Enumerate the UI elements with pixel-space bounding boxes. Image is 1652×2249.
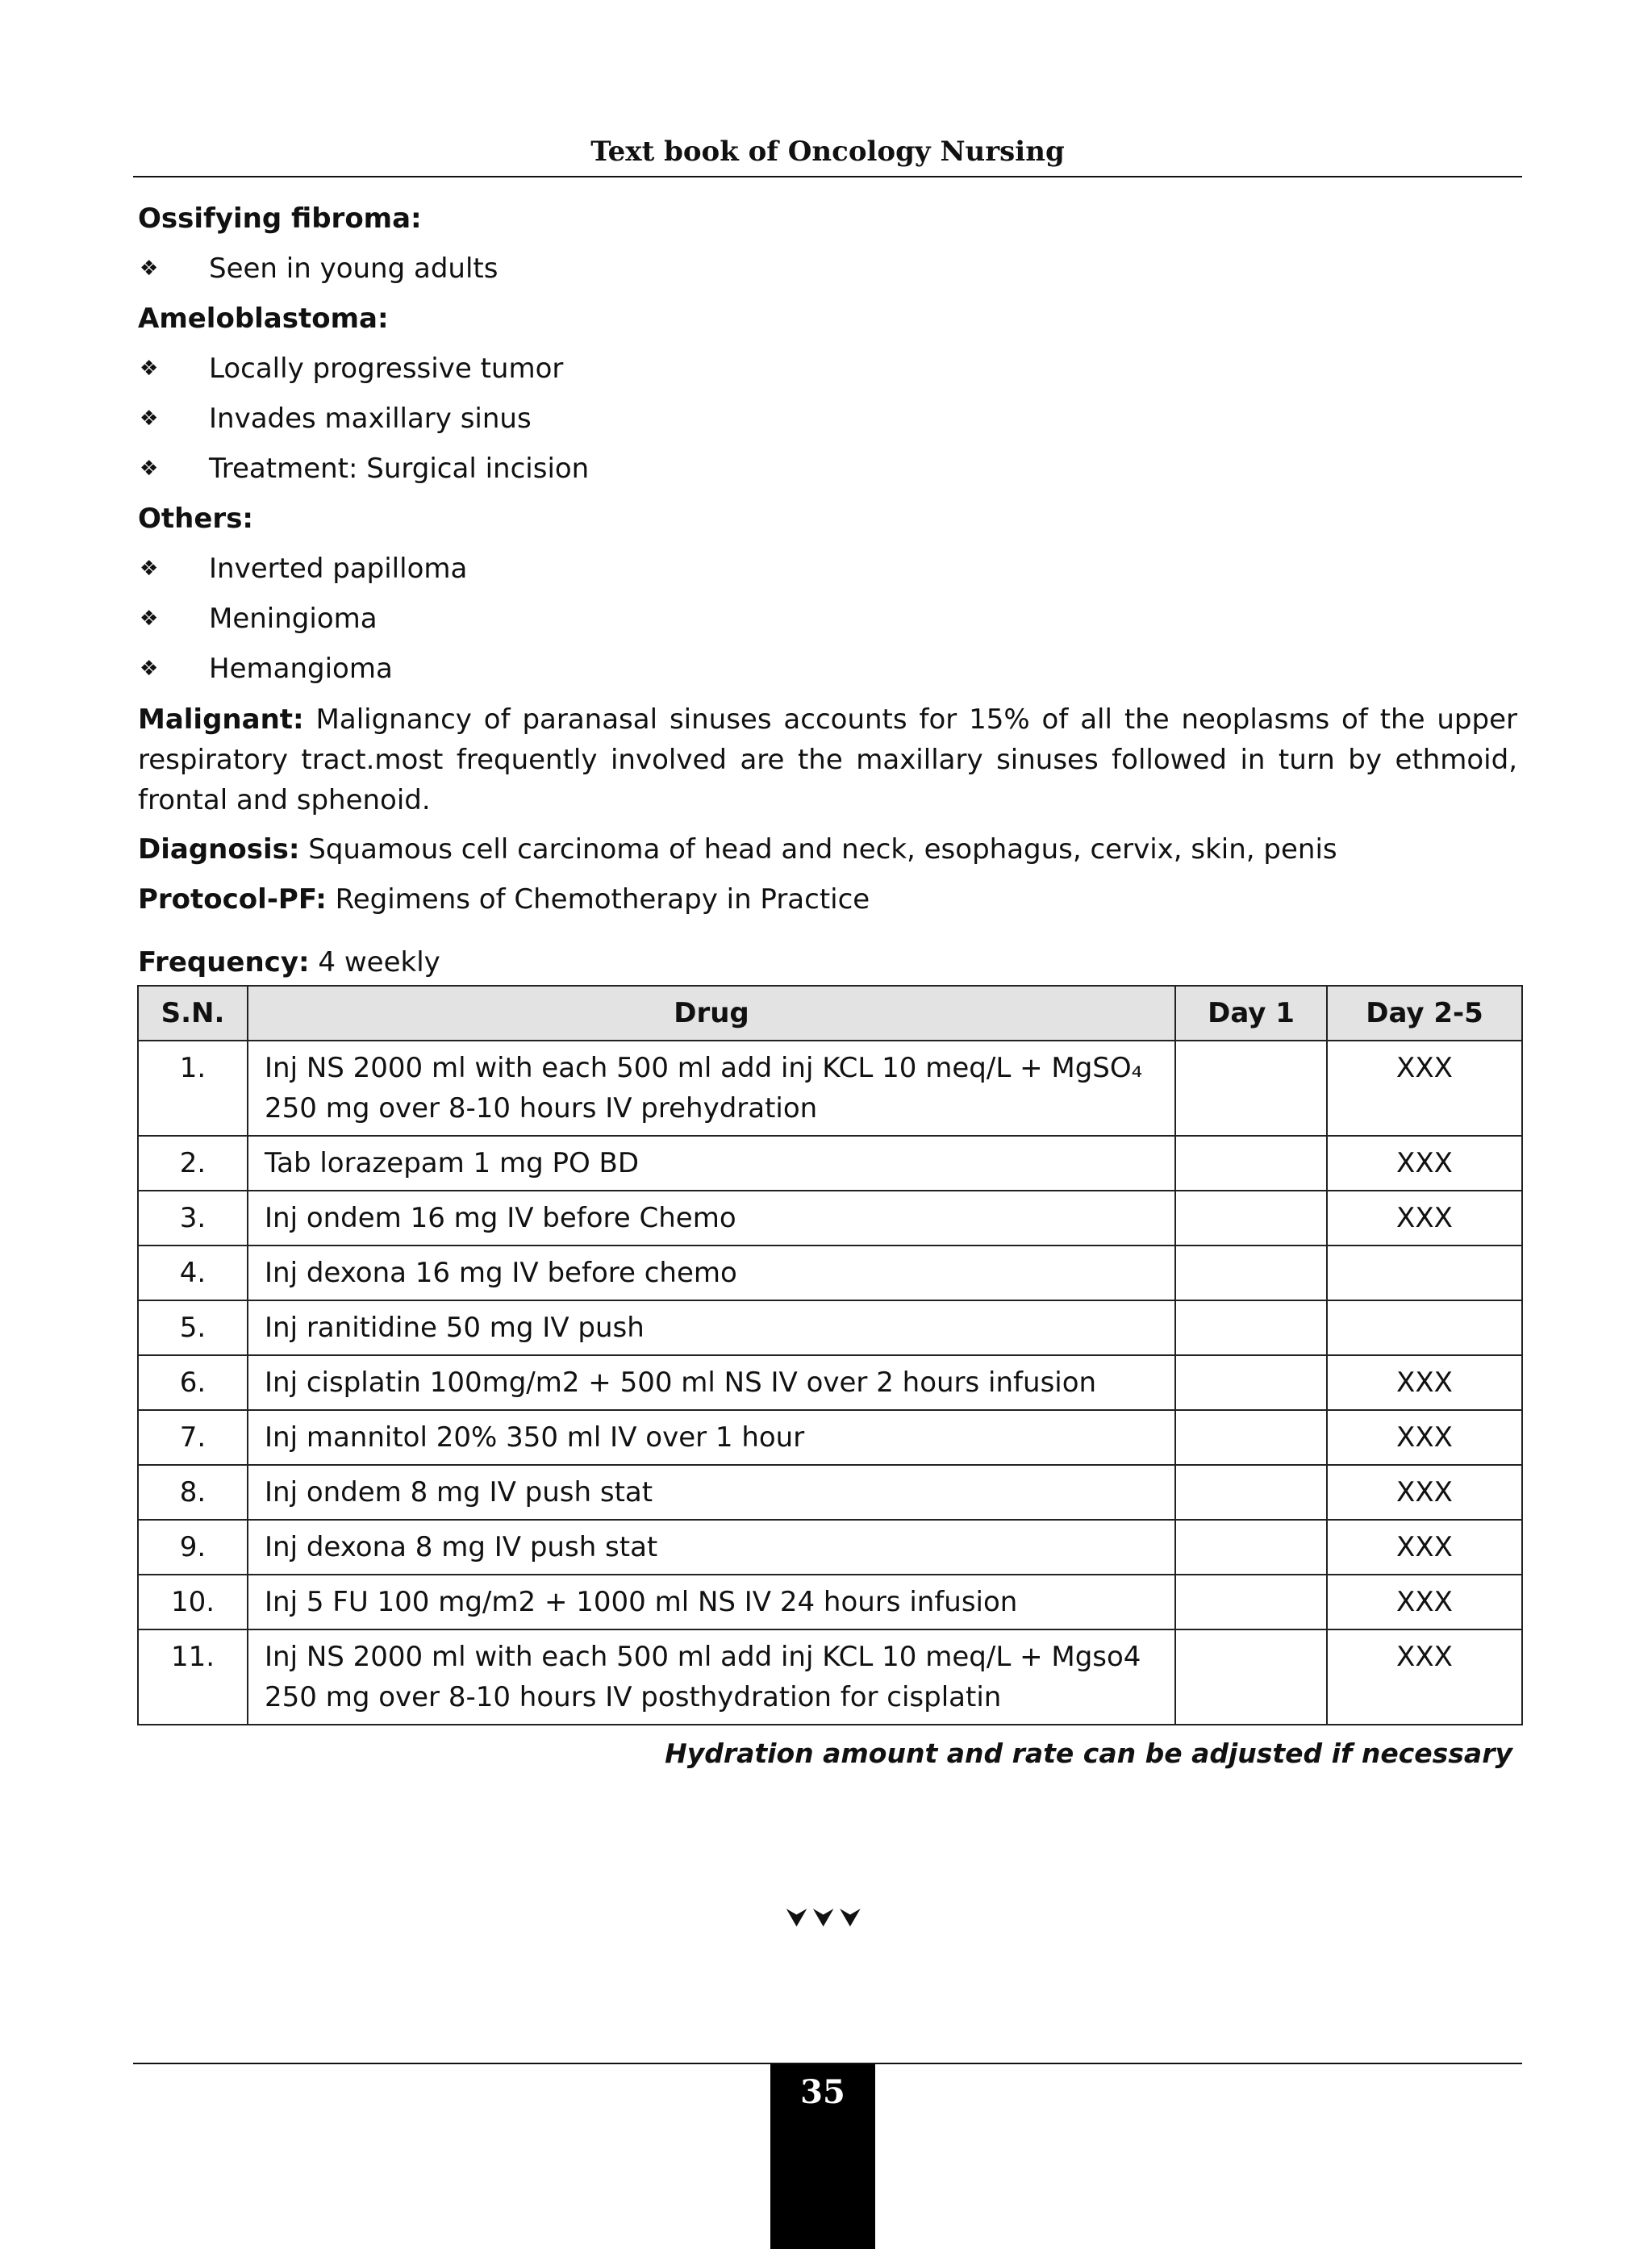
cell-sn: 5. <box>138 1300 248 1355</box>
list-item-text: Hemangioma <box>209 653 393 685</box>
table-row <box>138 1041 1522 1136</box>
table-row <box>138 1410 1522 1465</box>
cell-sn: 8. <box>138 1465 248 1520</box>
cell-day2-5: XXX <box>1327 1355 1522 1410</box>
diamond-bullet-icon: ❖ <box>140 257 159 281</box>
protocol-line <box>138 880 1517 919</box>
list-item <box>138 449 1517 488</box>
section-heading: Others: <box>138 503 254 535</box>
section-ossifying-fibroma <box>138 199 1517 288</box>
protocol-label: Protocol-PF: <box>138 883 327 916</box>
cell-drug: Inj cisplatin 100mg/m2 + 500 ml NS IV over 2 hours infusion <box>248 1355 1175 1410</box>
section-ameloblastoma <box>138 299 1517 488</box>
diamond-bullet-icon: ❖ <box>140 657 159 681</box>
table-row <box>138 1355 1522 1410</box>
malignant-paragraph <box>138 699 1517 820</box>
diamond-bullet-icon: ❖ <box>140 457 159 481</box>
column-header-drug: Drug <box>248 986 1175 1041</box>
cell-drug: Inj 5 FU 100 mg/m2 + 1000 ml NS IV 24 hours infusion <box>248 1575 1175 1629</box>
cell-day2-5: XXX <box>1327 1410 1522 1465</box>
table-row <box>138 1300 1522 1355</box>
table-row <box>138 1575 1522 1629</box>
malignant-label: Malignant: <box>138 703 304 736</box>
cell-day2-5: XXX <box>1327 1191 1522 1246</box>
list-item <box>138 549 1517 588</box>
cell-drug: Inj mannitol 20% 350 ml IV over 1 hour <box>248 1410 1175 1465</box>
list-item-text: Invades maxillary sinus <box>209 403 532 435</box>
cell-sn: 6. <box>138 1355 248 1410</box>
cell-day2-5 <box>1327 1246 1522 1300</box>
table-row <box>138 1629 1522 1725</box>
list-item <box>138 649 1517 688</box>
diamond-bullet-icon: ❖ <box>140 557 159 581</box>
page-header-title: Text book of Oncology Nursing <box>590 136 1065 168</box>
table-row <box>138 1246 1522 1300</box>
frequency-text: 4 weekly <box>309 946 440 978</box>
cell-sn: 10. <box>138 1575 248 1629</box>
malignant-text: Malignancy of paranasal sinuses accounts for 15% of all the neoplasms of the upper respiratory tract.most frequently involved are the maxillary sinuses followed in turn by ethmoid, frontal and sphenoid. <box>138 703 1517 816</box>
diamond-bullet-icon: ❖ <box>140 407 159 431</box>
cell-sn: 3. <box>138 1191 248 1246</box>
cell-drug: Inj NS 2000 ml with each 500 ml add inj KCL 10 meq/L + MgSO₄ 250 mg over 8-10 hours IV prehydration <box>248 1041 1175 1136</box>
cell-sn: 2. <box>138 1136 248 1191</box>
cell-day2-5: XXX <box>1327 1520 1522 1575</box>
table-row <box>138 1136 1522 1191</box>
cell-day1 <box>1175 1136 1327 1191</box>
cell-day1 <box>1175 1300 1327 1355</box>
list-item <box>138 399 1517 438</box>
cell-drug: Tab lorazepam 1 mg PO BD <box>248 1136 1175 1191</box>
cell-drug: Inj ondem 16 mg IV before Chemo <box>248 1191 1175 1246</box>
column-header-day1: Day 1 <box>1175 986 1327 1041</box>
frequency-line <box>138 943 1517 982</box>
cell-sn: 7. <box>138 1410 248 1465</box>
cell-day2-5: XXX <box>1327 1465 1522 1520</box>
column-header-sn: S.N. <box>138 986 248 1041</box>
cell-day2-5: XXX <box>1327 1136 1522 1191</box>
cell-day1 <box>1175 1246 1327 1300</box>
page-content <box>138 199 1517 1774</box>
list-item-text: Inverted papilloma <box>209 553 468 585</box>
cell-day2-5 <box>1327 1300 1522 1355</box>
cell-sn: 11. <box>138 1629 248 1725</box>
list-item-text: Locally progressive tumor <box>209 353 564 385</box>
cell-day1 <box>1175 1410 1327 1465</box>
cell-day1 <box>1175 1520 1327 1575</box>
cell-day1 <box>1175 1041 1327 1136</box>
table-row <box>138 1465 1522 1520</box>
frequency-label: Frequency: <box>138 946 310 978</box>
cell-drug: Inj NS 2000 ml with each 500 ml add inj KCL 10 meq/L + Mgso4 250 mg over 8-10 hours IV posthydration for cisplatin <box>248 1629 1175 1725</box>
cell-day1 <box>1175 1575 1327 1629</box>
cell-sn: 9. <box>138 1520 248 1575</box>
table-header-row <box>138 986 1522 1041</box>
cell-day2-5: XXX <box>1327 1041 1522 1136</box>
table-row <box>138 1520 1522 1575</box>
cell-sn: 1. <box>138 1041 248 1136</box>
section-others <box>138 499 1517 688</box>
cell-day2-5: XXX <box>1327 1575 1522 1629</box>
page-number: 35 <box>800 2073 845 2111</box>
list-item-text: Treatment: Surgical incision <box>209 453 590 485</box>
table-row <box>138 1191 1522 1246</box>
diagnosis-text: Squamous cell carcinoma of head and neck, esophagus, cervix, skin, penis <box>299 833 1337 866</box>
cell-day1 <box>1175 1355 1327 1410</box>
list-item <box>138 349 1517 388</box>
cell-day1 <box>1175 1629 1327 1725</box>
cell-drug: Inj dexona 16 mg IV before chemo <box>248 1246 1175 1300</box>
chemotherapy-regimen-table <box>137 985 1523 1725</box>
cell-day2-5: XXX <box>1327 1629 1522 1725</box>
protocol-text: Regimens of Chemotherapy in Practice <box>326 883 870 916</box>
section-heading: Ossifying fibroma: <box>138 202 422 235</box>
cell-drug: Inj ondem 8 mg IV push stat <box>248 1465 1175 1520</box>
section-end-ornament-icon: ⮟⮟⮟ <box>786 1902 866 1933</box>
cell-day1 <box>1175 1191 1327 1246</box>
cell-day1 <box>1175 1465 1327 1520</box>
list-item-text: Meningioma <box>209 603 378 635</box>
cell-drug: Inj ranitidine 50 mg IV push <box>248 1300 1175 1355</box>
section-heading: Ameloblastoma: <box>138 303 389 335</box>
list-item-text: Seen in young adults <box>209 252 499 285</box>
diamond-bullet-icon: ❖ <box>140 357 159 381</box>
column-header-day2-5: Day 2-5 <box>1327 986 1522 1041</box>
list-item <box>138 599 1517 638</box>
hydration-note: Hydration amount and rate can be adjusted if necessary <box>665 1738 1512 1769</box>
diagnosis-line <box>138 830 1517 869</box>
header-divider <box>133 176 1522 177</box>
cell-drug: Inj dexona 8 mg IV push stat <box>248 1520 1175 1575</box>
diagnosis-label: Diagnosis: <box>138 833 300 866</box>
diamond-bullet-icon: ❖ <box>140 607 159 631</box>
cell-sn: 4. <box>138 1246 248 1300</box>
list-item <box>138 249 1517 288</box>
